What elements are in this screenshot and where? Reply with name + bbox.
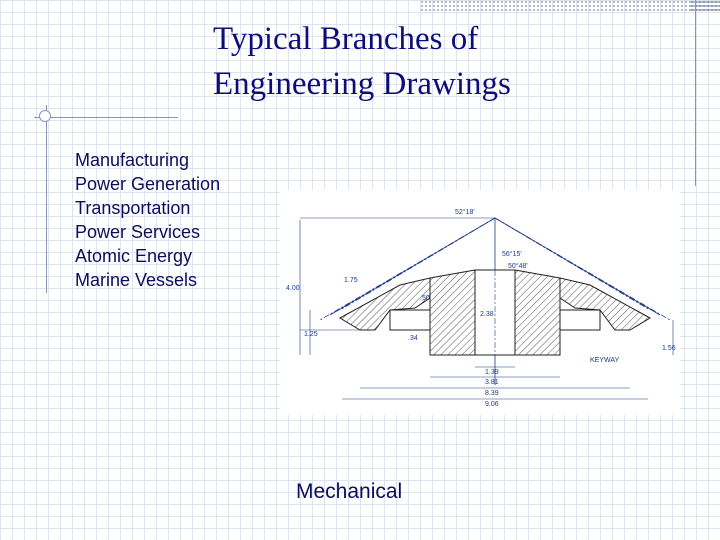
dim-angle-top: 52°18' bbox=[455, 209, 475, 216]
dim-face-left: 1.75 bbox=[344, 277, 358, 284]
decorative-right-rule bbox=[695, 0, 696, 186]
dim-keyway: KEYWAY bbox=[590, 357, 620, 364]
dim-hub-small: .50 bbox=[420, 295, 430, 302]
decorative-horizontal-rule bbox=[34, 117, 178, 118]
dim-diameter-1: 1.39 bbox=[485, 369, 499, 376]
branches-list bbox=[75, 148, 220, 292]
dim-angle-mid1: 56°15' bbox=[502, 251, 522, 258]
slide-title-line-1: Typical Branches of bbox=[213, 21, 479, 57]
branch-item: Transportation bbox=[75, 198, 191, 218]
gear-section-right bbox=[515, 270, 650, 355]
dim-hub: 2.38 bbox=[480, 311, 494, 318]
branch-item: Manufacturing bbox=[75, 150, 190, 170]
branch-item: Marine Vessels bbox=[75, 270, 198, 290]
dim-angle-mid2: 50°48' bbox=[508, 263, 528, 270]
dim-left-step: 1.25 bbox=[304, 331, 318, 338]
decorative-circle-marker bbox=[39, 110, 51, 122]
dim-diameter-2: 3.81 bbox=[485, 379, 499, 386]
branch-item: Power Generation bbox=[75, 174, 221, 194]
dim-right-side: 1.56 bbox=[662, 345, 676, 352]
dim-overall-height: 4.00 bbox=[286, 285, 300, 292]
decorative-dot-band bbox=[420, 0, 720, 12]
decorative-vertical-rule bbox=[46, 105, 47, 293]
drawing-caption: Mechanical bbox=[296, 480, 403, 503]
dim-diameter-3: 8.39 bbox=[485, 390, 499, 397]
gear-section-left bbox=[340, 270, 475, 355]
mechanical-drawing bbox=[280, 190, 680, 415]
branch-item: Power Services bbox=[75, 222, 201, 242]
bevel-gear-section-drawing bbox=[280, 190, 680, 415]
dim-diameter-4: 9.06 bbox=[485, 401, 499, 408]
dim-bore-small: .34 bbox=[408, 335, 418, 342]
branch-item: Atomic Energy bbox=[75, 246, 193, 266]
slide-title-line-2: Engineering Drawings bbox=[213, 66, 511, 102]
